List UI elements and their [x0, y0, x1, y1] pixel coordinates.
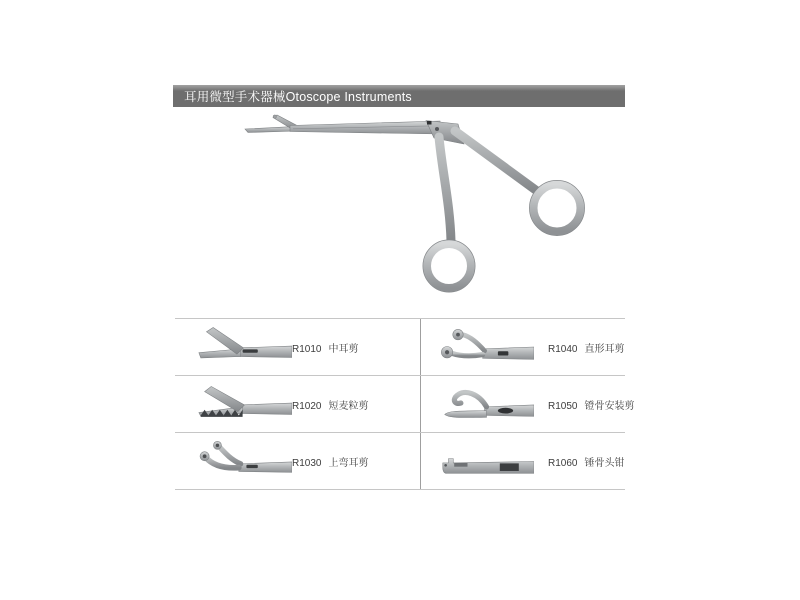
product-cell-r1060 [420, 433, 625, 489]
product-name: 上弯耳剪 [328, 457, 369, 469]
section-title: 耳用微型手术器械Otoscope Instruments [184, 90, 412, 104]
product-grid [175, 318, 635, 490]
forceps-upper-ring [534, 185, 581, 232]
section-header [173, 85, 625, 107]
grid-row-3 [175, 433, 625, 490]
product-label [292, 454, 368, 469]
forceps-upper-arm [455, 131, 537, 191]
product-cell-r1050 [420, 376, 635, 432]
product-code: R1040 [548, 343, 578, 355]
forceps-lower-jaw [245, 127, 296, 133]
hero-product-photo [230, 108, 600, 308]
product-name: 直形耳剪 [584, 343, 625, 355]
tip-upcurved-jaws-icon [197, 439, 292, 483]
forceps-jaw-knob [273, 115, 276, 118]
product-label [548, 340, 624, 355]
product-label [548, 397, 634, 412]
product-cell-r1030 [175, 433, 420, 489]
tip-flat-nipper-icon [439, 439, 534, 483]
tip-straight-scissors-icon [197, 325, 292, 369]
product-cell-r1040 [420, 319, 625, 375]
product-code: R1010 [292, 343, 322, 355]
tip-stapes-hook-icon [439, 382, 534, 426]
product-cell-r1010 [175, 319, 420, 375]
product-name: 镫骨安装剪 [584, 400, 635, 412]
product-code: R1050 [548, 400, 578, 412]
forceps-pivot-screw [435, 127, 439, 131]
tip-serrated-jaw-icon [197, 382, 292, 426]
product-code: R1020 [292, 400, 322, 412]
product-label [292, 397, 368, 412]
product-name: 锤骨头钳 [584, 457, 625, 469]
forceps-lower-arm [439, 137, 451, 241]
product-code: R1030 [292, 457, 322, 469]
product-name: 中耳剪 [328, 343, 359, 355]
grid-row-1 [175, 319, 625, 376]
product-label [292, 340, 358, 355]
forceps-junction-notch [427, 121, 432, 125]
product-cell-r1020 [175, 376, 420, 432]
product-code: R1060 [548, 457, 578, 469]
tip-cup-forceps-icon [439, 325, 534, 369]
product-name: 短麦粒剪 [328, 400, 369, 412]
grid-row-2 [175, 376, 635, 433]
forceps-upper-ring-outline [529, 180, 584, 235]
forceps-lower-ring [427, 244, 471, 288]
product-label [548, 454, 624, 469]
